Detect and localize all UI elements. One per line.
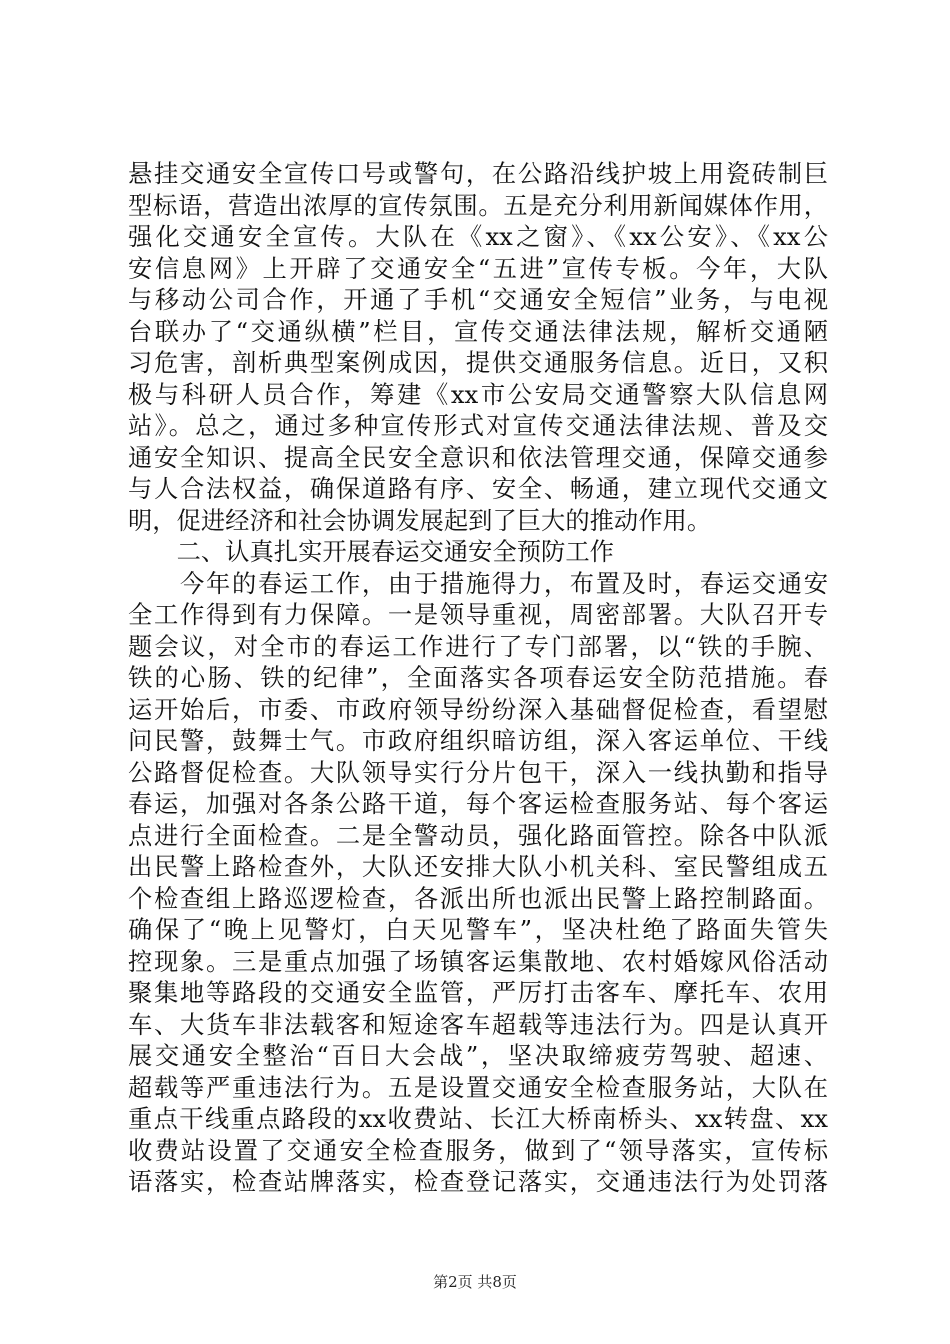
page-number-label: 第2页 共8页 (433, 1273, 517, 1291)
text-line: 与人合法权益，确保道路有序、安全、畅通，建立现代交通文 (128, 474, 828, 503)
text-line: 极与科研人员合作，筹建《xx市公安局交通警察大队信息网 (128, 379, 828, 409)
text-line: 收费站设置了交通安全检查服务，做到了“领导落实，宣传标 (128, 1135, 828, 1165)
text-line: 通安全知识、提高全民安全意识和依法管理交通，保障交通参 (128, 442, 828, 472)
text-line: 悬挂交通安全宣传口号或警句，在公路沿线护坡上用瓷砖制巨 (128, 159, 828, 188)
text-line: 聚集地等路段的交通安全监管，严厉打击客车、摩托车、农用 (128, 978, 828, 1007)
text-line: 点进行全面检查。二是全警动员，强化路面管控。除各中队派 (128, 820, 828, 850)
text-line: 铁的心肠、铁的纪律”，全面落实各项春运安全防范措施。春 (128, 663, 828, 692)
text-line: 个检查组上路巡逻检查，各派出所也派出民警上路控制路面。 (128, 883, 828, 913)
text-line: 展交通安全整治“百日大会战”，坚决取缔疲劳驾驶、超速、 (128, 1041, 828, 1070)
text-line: 确保了“晚上见警灯，白天见警车”，坚决杜绝了路面失管失 (128, 915, 828, 944)
body-text (128, 158, 828, 1198)
text-line: 超载等严重违法行为。五是设置交通安全检查服务站，大队在 (128, 1072, 828, 1102)
text-line: 安信息网》上开辟了交通安全“五进”宣传专板。今年，大队 (128, 253, 828, 283)
text-line: 控现象。三是重点加强了场镇客运集散地、农村婚嫁风俗活动 (128, 946, 828, 976)
text-line: 全工作得到有力保障。一是领导重视，周密部署。大队召开专 (128, 600, 828, 629)
text-line: 强化交通安全宣传。大队在《xx之窗》、《xx公安》、《xx公 (128, 222, 828, 251)
text-line: 今年的春运工作，由于措施得力，布置及时，春运交通安 (128, 568, 828, 598)
text-line: 重点干线重点路段的xx收费站、长江大桥南桥头、xx转盘、xx (128, 1104, 828, 1133)
text-line: 公路督促检查。大队领导实行分片包干，深入一线执勤和指导 (128, 757, 828, 787)
text-line: 出民警上路检查外，大队还安排大队小机关科、室民警组成五 (128, 852, 828, 881)
text-line: 习危害，剖析典型案例成因，提供交通服务信息。近日，又积 (128, 348, 828, 377)
page-footer (0, 1271, 950, 1292)
text-line: 型标语，营造出浓厚的宣传氛围。五是充分利用新闻媒体作用， (128, 190, 828, 220)
text-line: 明，促进经济和社会协调发展起到了巨大的推动作用。 (128, 505, 712, 535)
text-line: 车、大货车非法载客和短途客车超载等违法行为。四是认真开 (128, 1009, 828, 1039)
text-line: 语落实，检查站牌落实，检查登记落实，交通违法行为处罚落 (128, 1167, 828, 1196)
text-line: 春运，加强对各条公路干道，每个客运检查服务站、每个客运 (128, 789, 828, 818)
text-line: 问民警，鼓舞士气。市政府组织暗访组，深入客运单位、干线 (128, 726, 828, 755)
text-line: 运开始后，市委、市政府领导纷纷深入基础督促检查，看望慰 (128, 694, 828, 724)
text-line: 站》。总之，通过多种宣传形式对宣传交通法律法规、普及交 (128, 411, 828, 440)
text-line: 台联办了“交通纵横”栏目，宣传交通法律法规，解析交通陋 (128, 316, 828, 346)
text-line: 题会议，对全市的春运工作进行了专门部署，以“铁的手腕、 (128, 631, 828, 661)
text-line: 与移动公司合作，开通了手机“交通安全短信”业务，与电视 (128, 285, 828, 314)
section-heading: 二、认真扎实开展春运交通安全预防工作 (128, 537, 614, 566)
